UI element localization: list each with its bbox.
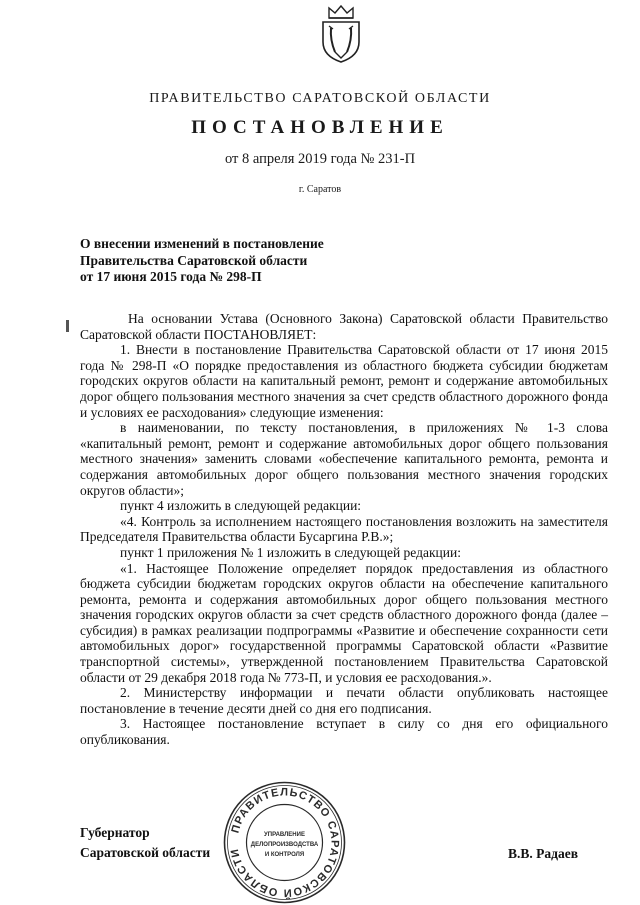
margin-mark	[66, 320, 69, 332]
body-paragraph: «4. Контроль за исполнением настоящего постановления возложить на заместителя Председателя Правительства области Бусаргина Р.В.»;	[80, 513, 608, 545]
stamp-inner-text: ДЕЛОПРОИЗВОДСТВА	[250, 842, 319, 848]
saratov-coat-of-arms-icon	[317, 4, 365, 64]
subject-line: Правительства Саратовской области	[80, 252, 308, 268]
organization-title: ПРАВИТЕЛЬСТВО САРАТОВСКОЙ ОБЛАСТИ	[149, 91, 491, 106]
stamp-outer-text: ПРАВИТЕЛЬСТВО САРАТОВСКОЙ ОБЛАСТИ	[228, 786, 341, 899]
body-paragraph: 2. Министерству информации и печати области опубликовать настоящее постановление в течение десяти дней со дня его подписания.	[80, 685, 608, 716]
body-paragraph: На основании Устава (Основного Закона) Саратовской области Правительство Саратовской области ПОСТАНОВЛЯЕТ:	[80, 311, 608, 342]
body-paragraph: пункт 4 изложить в следующей редакции:	[120, 498, 362, 514]
subject-line: О внесении изменений в постановление	[80, 236, 324, 251]
stamp-inner-text: И КОНТРОЛЯ	[264, 852, 305, 858]
document-body	[80, 311, 608, 748]
body-paragraph: 3. Настоящее постановление вступает в силу со дня его официального опубликования.	[80, 716, 608, 748]
document-date-number: от 8 апреля 2019 года № 231-П	[224, 151, 416, 167]
stamp-inner-text: УПРАВЛЕНИЕ	[264, 832, 305, 838]
body-paragraph: «1. Настоящее Положение определяет порядок предоставления из областного бюджета субсидии бюджетам городских округов области на обеспечение капитального ремонта, ремонта и содержания автомобильных дорог общего пользования местного значения городских округов области за счет средств областного дорожного фонда (далее – субсидия) в рамках реализации подпрограммы «Развитие и обеспечение сохранности сети автомобильных дорог» государственной программы Саратовской области «Развитие транспортной системы», утвержденной постановлением Правительства Саратовской области от 29 декабря 2018 года № 773-П, и условия ее расходования.».	[80, 560, 608, 685]
official-stamp	[222, 780, 347, 905]
body-paragraph: 1. Внести в постановление Правительства Саратовской области от 17 июня 2015 года № 298-П «О порядке предоставления из областного бюджета субсидии бюджетам городских округов области на капитальный ремонт, ремонт и содержание автомобильных дорог общего пользования местного значения за счет средств областного дорожного фонда и условиях ее расходования» следующие изменения:	[80, 342, 608, 420]
signatory-role-line: Губернатор	[80, 825, 150, 840]
body-paragraph: в наименовании, по тексту постановления, в приложениях № 1-3 слова «капитальный ремонт, ремонт и содержание автомобильных дорог общего пользования местного значения» заменить словами «обеспечение капитального ремонта, ремонта и содержания автомобильных дорог общего пользования местного значения городских округов области»;	[80, 420, 608, 498]
body-paragraph: пункт 1 приложения № 1 изложить в следующей редакции:	[120, 544, 461, 560]
signatory-role-line: Саратовской области	[80, 845, 211, 860]
signatory-name: В.В. Радаев	[508, 846, 578, 861]
document-type: ПОСТАНОВЛЕНИЕ	[191, 117, 449, 138]
document-subject	[80, 236, 400, 286]
subject-line: от 17 июня 2015 года № 298-П	[80, 269, 262, 284]
document-city: г. Саратов	[298, 184, 342, 195]
